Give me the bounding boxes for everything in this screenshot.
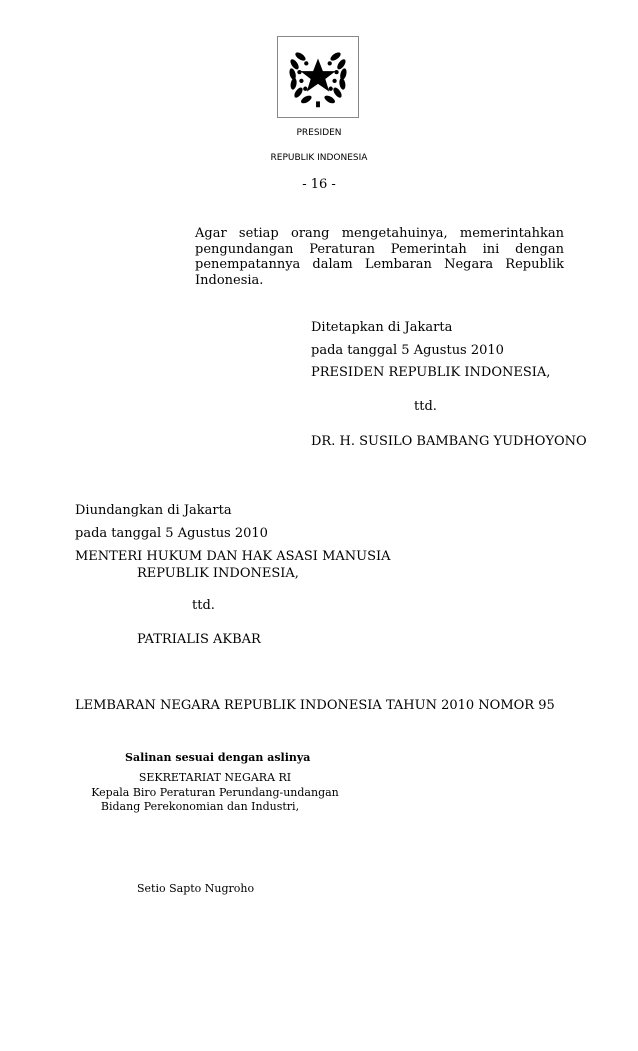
president-name: DR. H. SUSILO BAMBANG YUDHOYONO <box>311 434 587 449</box>
gazette-reference: LEMBARAN NEGARA REPUBLIK INDONESIA TAHUN 2010 NOMOR 95 <box>75 698 555 713</box>
garuda-emblem-icon <box>277 36 359 118</box>
minister-name: PATRIALIS AKBAR <box>137 632 261 647</box>
minister-title-line1: MENTERI HUKUM DAN HAK ASASI MANUSIA <box>75 549 391 564</box>
promulgation-signed: ttd. <box>192 598 215 613</box>
promulgation-date: pada tanggal 5 Agustus 2010 <box>75 526 268 541</box>
certified-copy-signatory: Setio Sapto Nugroho <box>137 882 255 895</box>
header-republik-indonesia: REPUBLIK INDONESIA <box>270 153 368 163</box>
certified-copy-line3: Bidang Perekonomian dan Industri, <box>100 800 300 813</box>
page-number: - 16 - <box>302 177 336 192</box>
closing-paragraph: Agar setiap orang mengetahuinya, memerintahkan pengundangan Peraturan Pemerintah ini dengan penempatannya dalam Lembaran Negara Republik Indonesia. <box>195 226 564 288</box>
enactment-date: pada tanggal 5 Agustus 2010 <box>311 343 504 358</box>
certified-copy-line1: SEKRETARIAT NEGARA RI <box>138 771 292 784</box>
enactment-place: Ditetapkan di Jakarta <box>311 320 453 335</box>
certified-copy-heading: Salinan sesuai dengan aslinya <box>125 751 311 764</box>
certified-copy-line2: Kepala Biro Peraturan Perundang-undangan <box>91 786 339 799</box>
promulgation-place: Diundangkan di Jakarta <box>75 503 232 518</box>
enactment-title: PRESIDEN REPUBLIK INDONESIA, <box>311 365 551 380</box>
enactment-signed: ttd. <box>414 399 437 414</box>
header-presiden: PRESIDEN <box>296 128 342 138</box>
minister-title-line2: REPUBLIK INDONESIA, <box>137 566 299 581</box>
